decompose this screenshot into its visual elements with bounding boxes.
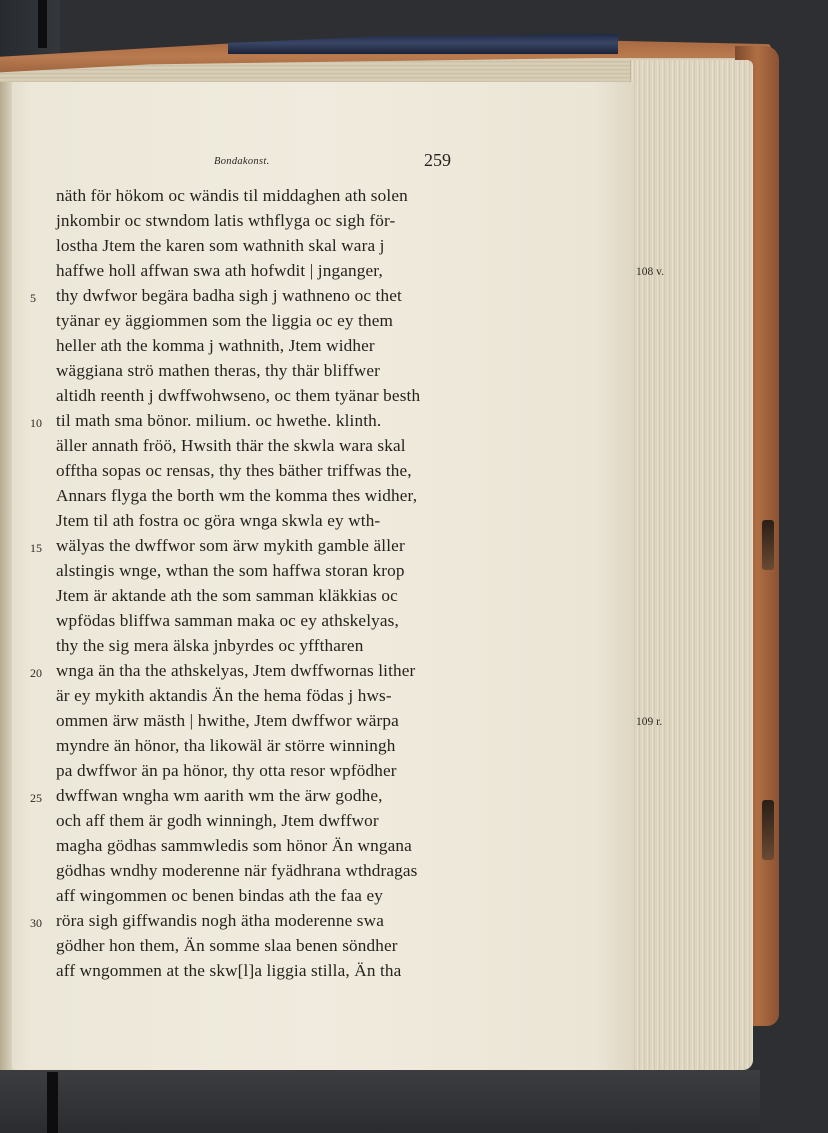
page-number: 259	[424, 150, 451, 170]
text-line: är ey mykith aktandis Än the hema födas j hws-	[56, 686, 392, 705]
clamp-bottom	[47, 1072, 58, 1133]
text-line: thy the sig mera älska jnbyrdes oc yfftharen	[56, 636, 364, 655]
text-line: altidh reenth j dwffwohwseno, oc them tyänar besth	[56, 386, 421, 405]
text-line: haffwe holl affwan swa ath hofwdit | jnganger,	[56, 261, 383, 280]
text-line: näth för hökom oc wändis til middaghen ath solen	[56, 186, 408, 205]
line-number: 20	[30, 666, 42, 680]
text-line: thy dwfwor begära badha sigh j wathneno oc thet	[56, 286, 402, 305]
text-line: äller annath fröö, Hwsith thär the skwla wara skal	[56, 436, 406, 455]
text-line: tyänar ey äggiommen som the liggia oc ey them	[56, 311, 394, 330]
page-edges	[630, 60, 753, 1070]
text-line: wnga än tha the athskelyas, Jtem dwffwornas lither	[56, 661, 416, 680]
text-line: gödher hon them, Än somme slaa benen söndher	[56, 936, 398, 955]
text-line: lostha Jtem the karen som wathnith skal wara j	[56, 236, 385, 255]
text-line: wäggiana strö mathen theras, thy thär bliffwer	[56, 361, 380, 380]
text-line: heller ath the komma j wathnith, Jtem widher	[56, 336, 375, 355]
text-line: wälyas the dwffwor som ärw mykith gamble äller	[56, 536, 405, 555]
text-line: magha gödhas sammwledis som hönor Än wngana	[56, 836, 412, 855]
text-line: til math sma bönor. milium. oc hwethe. klinth.	[56, 411, 382, 430]
folio-mark: 109 r.	[636, 716, 663, 728]
text-line: röra sigh giffwandis nogh ätha moderenne swa	[56, 911, 384, 930]
line-number: 15	[30, 541, 42, 555]
text-line: pa dwffwor än pa hönor, thy otta resor wpfödher	[56, 761, 397, 780]
text-line: jnkombir oc stwndom latis wthflyga oc sigh för-	[56, 211, 396, 230]
text-line: myndre än hönor, tha likowäl är större winningh	[56, 736, 396, 755]
text-line: offtha sopas oc rensas, thy thes bäther triffwas the,	[56, 461, 412, 480]
page-gutter	[0, 82, 12, 1070]
line-number: 25	[30, 791, 42, 805]
cover-wear-mark	[762, 800, 774, 860]
line-number: 30	[30, 916, 42, 930]
text-line: ommen ärw mästh | hwithe, Jtem dwffwor wärpa	[56, 711, 399, 730]
folio-mark: 108 v.	[636, 266, 665, 278]
text-line: alstingis wnge, wthan the som haffwa storan krop	[56, 561, 405, 580]
text-line: gödhas wndhy moderenne när fyädhrana wthdragas	[56, 861, 418, 880]
text-line: aff wingommen oc benen bindas ath the faa ey	[56, 886, 384, 905]
book-spine	[228, 34, 618, 54]
clamp-top	[38, 0, 47, 48]
text-line: wpfödas bliffwa samman maka oc ey athskelyas,	[56, 611, 399, 630]
cover-wear-mark	[762, 520, 774, 570]
running-title: Bondakonst.	[214, 156, 270, 167]
line-number: 5	[30, 291, 36, 305]
text-line: Jtem är aktande ath the som samman kläkkias oc	[56, 586, 398, 605]
text-line: Annars flyga the borth wm the komma thes widher,	[56, 486, 418, 505]
text-line: dwffwan wngha wm aarith wm the ärw godhe,	[56, 786, 383, 805]
line-number: 10	[30, 416, 42, 430]
text-line: och aff them är godh winningh, Jtem dwffwor	[56, 811, 379, 830]
text-line: aff wngommen at the skw[l]a liggia stilla, Än tha	[56, 961, 402, 980]
page-bottom-shadow	[0, 1070, 760, 1133]
text-line: Jtem til ath fostra oc göra wnga skwla ey wth-	[56, 511, 381, 530]
